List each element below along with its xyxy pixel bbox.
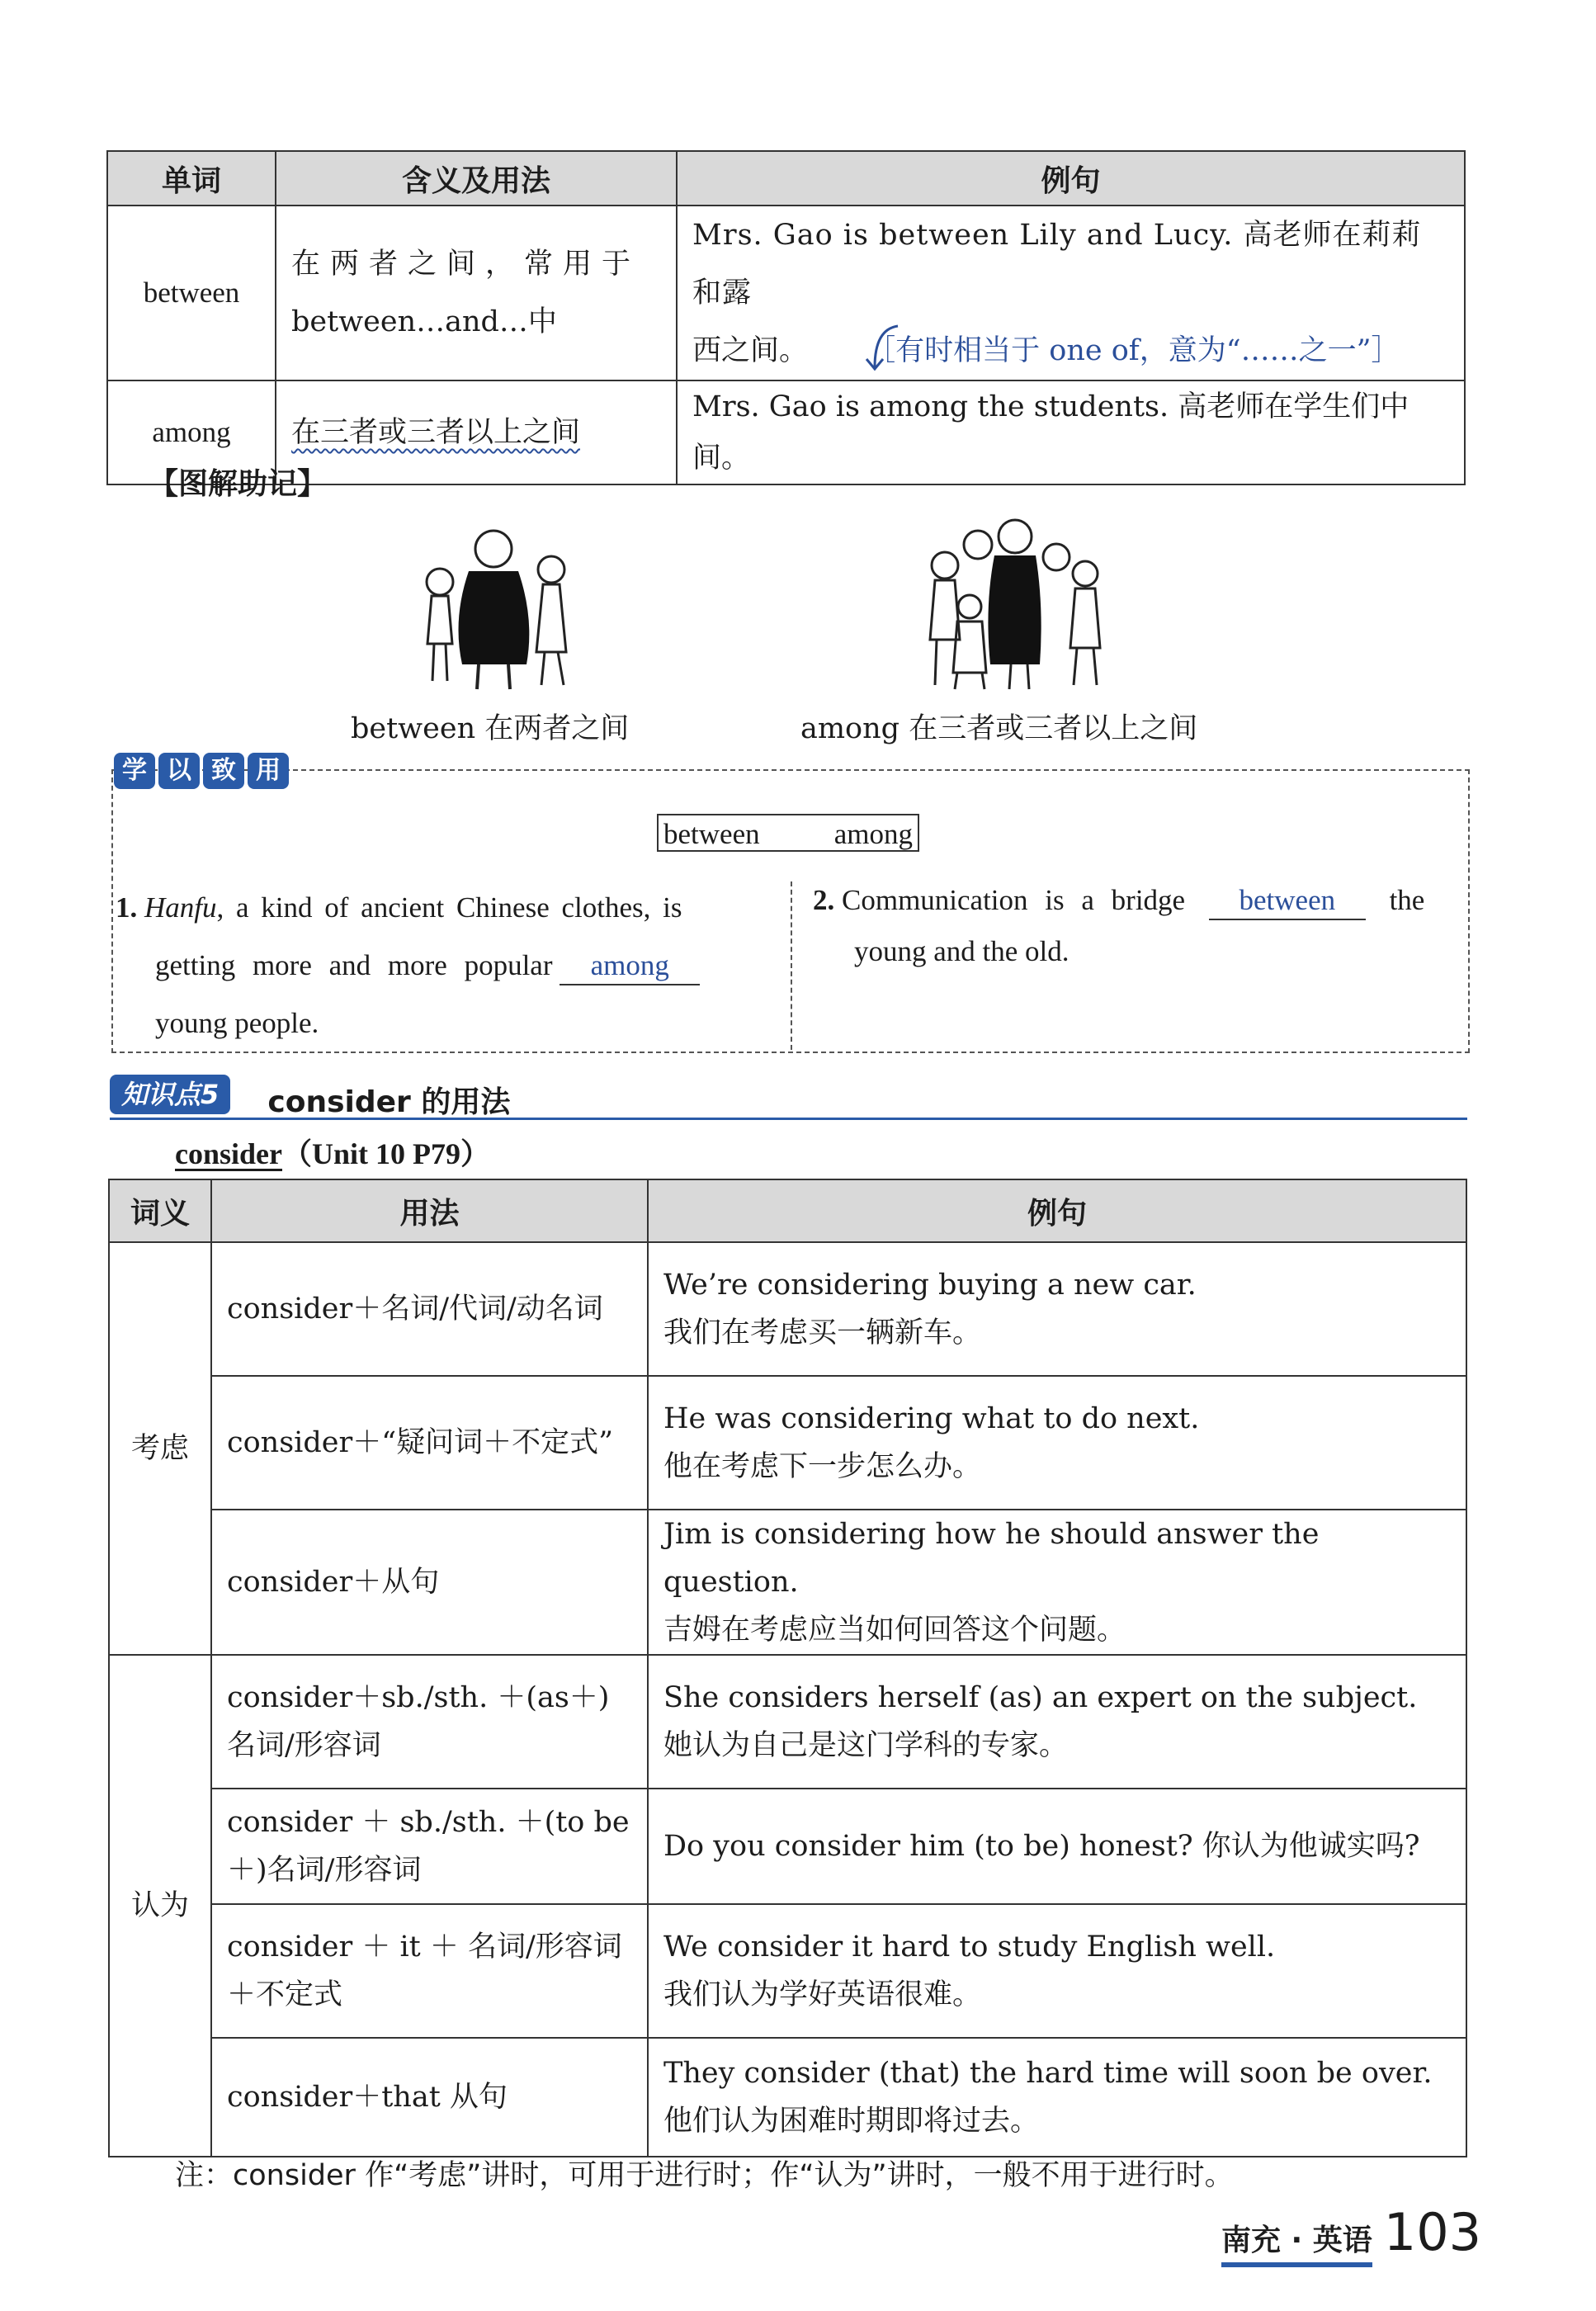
usage-row (211, 1242, 648, 1376)
usage-row (211, 2038, 648, 2157)
practice-badge-char: 用 (248, 753, 289, 789)
q2-text1: Communication is a bridge (842, 884, 1186, 916)
usage-line2: 名词/形容词 (227, 1729, 381, 1762)
q2-line2: young and the old. (854, 935, 1070, 967)
example-en: Do you consider him (to be) honest? 你认为他诚实吗? (663, 1830, 1420, 1863)
word-box (657, 814, 919, 852)
q1-italic-word: Hanfu (144, 891, 217, 924)
practice-badge-char: 致 (203, 753, 244, 789)
example-between (677, 206, 1465, 380)
example-between-line1: Mrs. Gao is between Lily and Lucy. 高老师在莉莉和露 (692, 219, 1422, 310)
practice-divider (791, 881, 792, 1050)
among-note: ［有时相当于 one of，意为“……之一”］ (866, 334, 1400, 367)
header-usage: 用法 (211, 1179, 648, 1242)
word-comparison-table (106, 150, 1466, 485)
question-2 (813, 875, 1465, 977)
example-zh: 她认为自己是这门学科的专家。 (663, 1729, 1069, 1762)
practice-badge (114, 753, 289, 789)
q2-line1 (813, 875, 1465, 926)
section5-header (110, 1075, 1467, 1120)
q1-line1 (116, 879, 776, 937)
example-among: Mrs. Gao is among the students. 高老师在学生们中间。 (677, 380, 1465, 484)
usage-line2: ＋不定式 (227, 1978, 343, 2011)
usage-row (211, 1789, 648, 1904)
usage-line1: consider＋从句 (227, 1566, 440, 1599)
page-number: 103 (1383, 2202, 1482, 2262)
example-row (648, 2038, 1466, 2157)
example-row (648, 1904, 1466, 2038)
example-en: They consider (that) the hard time will soon be over. (663, 2057, 1433, 2090)
usage-line1: consider＋sb./sth. ＋(as＋) (227, 1681, 610, 1714)
usage-row (211, 1376, 648, 1510)
example-en: Jim is considering how he should answer the question. (663, 1518, 1320, 1599)
usage-row (211, 1655, 648, 1789)
header-usage: 含义及用法 (276, 151, 677, 206)
usage-row (211, 1510, 648, 1655)
among-illustration (912, 516, 1110, 693)
q2-answer: between (1209, 882, 1366, 920)
word-box-among: among (833, 818, 913, 850)
example-zh: 他在考虑下一步怎么办。 (663, 1450, 982, 1483)
example-zh: 我们在考虑买一辆新车。 (663, 1316, 982, 1349)
usage-between (276, 206, 677, 380)
section5-badge: 知识点5 (110, 1075, 230, 1114)
q1-text2: getting more and more popular (155, 949, 553, 981)
example-en: We consider it hard to study English well. (663, 1931, 1276, 1964)
header-example: 例句 (677, 151, 1465, 206)
usage-line2: ＋)名词/形容词 (227, 1854, 422, 1887)
usage-line1: consider＋名词/代词/动名词 (227, 1293, 603, 1326)
among-caption: among 在三者或三者以上之间 (800, 712, 1198, 745)
footnote: 注：consider 作“考虑”讲时，可用于进行时；作“认为”讲时，一般不用于进行时。 (175, 2159, 1234, 2192)
section5-title: consider 的用法 (267, 1085, 511, 1119)
usage-row (211, 1904, 648, 2038)
word-between: between (107, 206, 276, 380)
example-en: She considers herself (as) an expert on the subject. (663, 1681, 1418, 1714)
example-row (648, 1655, 1466, 1789)
q1-line3: young people. (155, 1007, 319, 1039)
q1-number: 1. (116, 891, 138, 924)
usage-between-line1: 在两者之间，常用于 (291, 248, 641, 281)
header-meaning: 词义 (109, 1179, 211, 1242)
between-illustration (403, 520, 584, 693)
example-zh: 他们认为困难时期即将过去。 (663, 2105, 1040, 2138)
meaning-renwei: 认为 (109, 1655, 211, 2157)
q2-number: 2. (813, 884, 835, 916)
practice-badge-char: 学 (114, 753, 155, 789)
q1-line2 (116, 937, 776, 995)
word-box-between: between (663, 818, 760, 850)
example-row (648, 1376, 1466, 1510)
usage-among-text: 在三者或三者以上之间 (291, 416, 581, 449)
example-zh: 吉姆在考虑应当如何回答这个问题。 (663, 1614, 1126, 1647)
example-row (648, 1242, 1466, 1376)
between-caption: between 在两者之间 (351, 712, 630, 745)
header-example: 例句 (648, 1179, 1466, 1242)
q2-text1b: the (1389, 884, 1425, 916)
example-between-line2 (692, 322, 1449, 380)
usage-line1: consider＋“疑问词＋不定式” (227, 1426, 614, 1459)
word-among: among (107, 380, 276, 484)
consider-usage-table (108, 1179, 1467, 2157)
usage-line1: consider ＋ it ＋ 名词/形容词 (227, 1931, 622, 1964)
section5-subtitle (175, 1131, 490, 1173)
practice-badge-char: 以 (158, 753, 200, 789)
illustration-heading: 【图解助记】 (149, 467, 328, 501)
header-word: 单词 (107, 151, 276, 206)
example-between-line2-text: 西之间。 (692, 334, 809, 367)
usage-line1: consider＋that 从句 (227, 2081, 508, 2114)
usage-between-line2: between…and…中 (291, 305, 557, 338)
note-arrow (858, 318, 908, 384)
q1-text1: , a kind of ancient Chinese clothes, is (216, 891, 682, 924)
question-1 (116, 879, 776, 1052)
example-en: We’re considering buying a new car. (663, 1269, 1197, 1302)
subtitle-ref: （Unit 10 P79） (282, 1137, 491, 1170)
meaning-kaolv: 考虑 (109, 1242, 211, 1655)
example-en: He was considering what to do next. (663, 1402, 1200, 1435)
q1-answer: among (560, 948, 700, 985)
footer-label: 南充 · 英语 (1221, 2217, 1372, 2267)
page-footer (1221, 2202, 1481, 2267)
example-zh: 我们认为学好英语很难。 (663, 1978, 982, 2011)
subtitle-word: consider (175, 1137, 282, 1170)
usage-line1: consider ＋ sb./sth. ＋(to be (227, 1806, 630, 1839)
example-row (648, 1510, 1466, 1655)
example-row (648, 1789, 1466, 1904)
usage-among (276, 380, 677, 484)
